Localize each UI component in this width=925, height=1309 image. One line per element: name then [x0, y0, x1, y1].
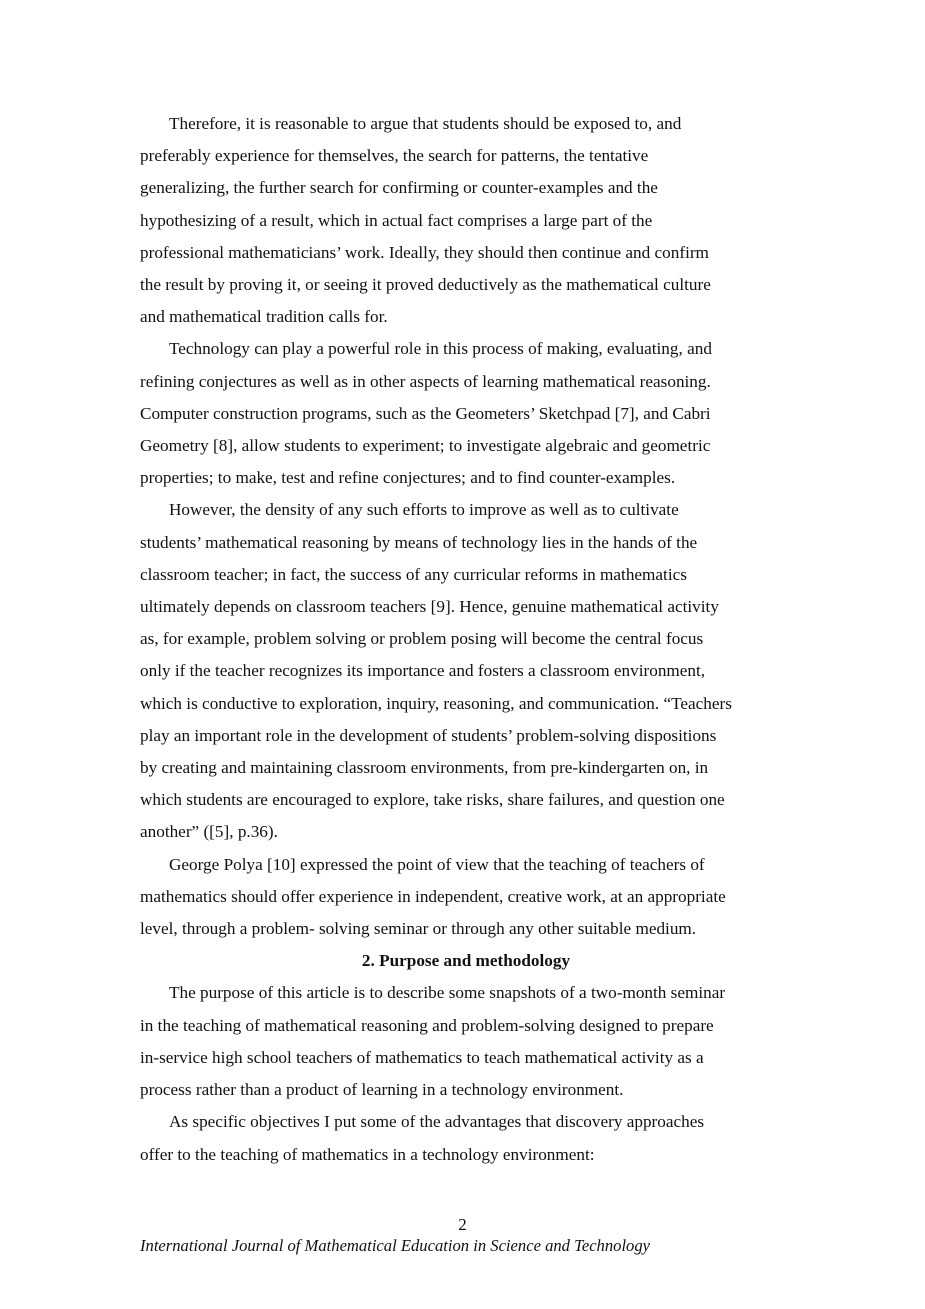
text-line: As specific objectives I put some of the advantages that discovery approaches	[169, 1112, 705, 1132]
text-line: the result by proving it, or seeing it proved deductively as the mathematical culture	[140, 275, 711, 295]
text-line: ultimately depends on classroom teachers [9]. Hence, genuine mathematical activity	[140, 597, 719, 617]
text-line: The purpose of this article is to describe some snapshots of a two-month seminar	[169, 983, 726, 1003]
paragraph-technology	[140, 333, 792, 494]
paragraph-purpose	[140, 977, 792, 1106]
paragraph-however	[140, 494, 792, 848]
body-text	[140, 108, 792, 1171]
text-line: properties; to make, test and refine conjectures; and to find counter-examples.	[140, 468, 676, 488]
text-line: as, for example, problem solving or problem posing will become the central focus	[140, 629, 704, 649]
text-line: Therefore, it is reasonable to argue that students should be exposed to, and	[169, 114, 682, 133]
text-line: classroom teacher; in fact, the success of any curricular reforms in mathematics	[140, 564, 687, 584]
text-line: George Polya [10] expressed the point of view that the teaching of teachers of	[169, 854, 705, 874]
text-line: However, the density of any such efforts to improve as well as to cultivate	[169, 500, 679, 520]
page-number: 2	[458, 1215, 467, 1234]
text-line: refining conjectures as well as in other aspects of learning mathematical reasoning.	[140, 371, 711, 391]
text-line: Technology can play a powerful role in this process of making, evaluating, and	[169, 339, 712, 359]
journal-footer: International Journal of Mathematical Education in Science and Technology	[140, 1236, 651, 1255]
text-line: professional mathematicians’ work. Ideally, they should then continue and confirm	[140, 242, 709, 262]
text-line: Computer construction programs, such as the Geometers’ Sketchpad [7], and Cabri	[140, 403, 711, 423]
text-line: hypothesizing of a result, which in actual fact comprises a large part of the	[140, 210, 653, 230]
text-line: generalizing, the further search for confirming or counter-examples and the	[140, 178, 658, 198]
text-line: which students are encouraged to explore, take risks, share failures, and question one	[140, 790, 725, 810]
text-line: process rather than a product of learning in a technology environment.	[140, 1080, 624, 1100]
text-line: in the teaching of mathematical reasoning and problem-solving designed to prepare	[140, 1015, 714, 1035]
section-heading: 2. Purpose and methodology	[361, 951, 571, 971]
text-line: only if the teacher recognizes its importance and fosters a classroom environment,	[140, 661, 706, 681]
text-line: preferably experience for themselves, the search for patterns, the tentative	[140, 146, 649, 166]
paragraph-polya	[140, 849, 792, 946]
text-line: level, through a problem- solving seminar or through any other suitable medium.	[140, 919, 697, 939]
text-line: by creating and maintaining classroom environments, from pre-kindergarten on, in	[140, 758, 709, 778]
text-line: another” ([5], p.36).	[140, 822, 278, 842]
text-line: offer to the teaching of mathematics in a technology environment:	[140, 1144, 595, 1164]
text-line: which is conductive to exploration, inquiry, reasoning, and communication. “Teachers	[140, 693, 732, 713]
text-line: students’ mathematical reasoning by means of technology lies in the hands of the	[140, 532, 698, 552]
text-line: Geometry [8], allow students to experiment; to investigate algebraic and geometric	[140, 436, 711, 456]
paragraph-therefore	[140, 108, 792, 333]
text-line: and mathematical tradition calls for.	[140, 307, 388, 327]
text-line: mathematics should offer experience in independent, creative work, at an appropriate	[140, 886, 726, 906]
paragraph-objectives	[140, 1106, 792, 1170]
text-line: in-service high school teachers of mathematics to teach mathematical activity as a	[140, 1047, 704, 1067]
text-line: play an important role in the development of students’ problem-solving dispositions	[140, 725, 717, 745]
